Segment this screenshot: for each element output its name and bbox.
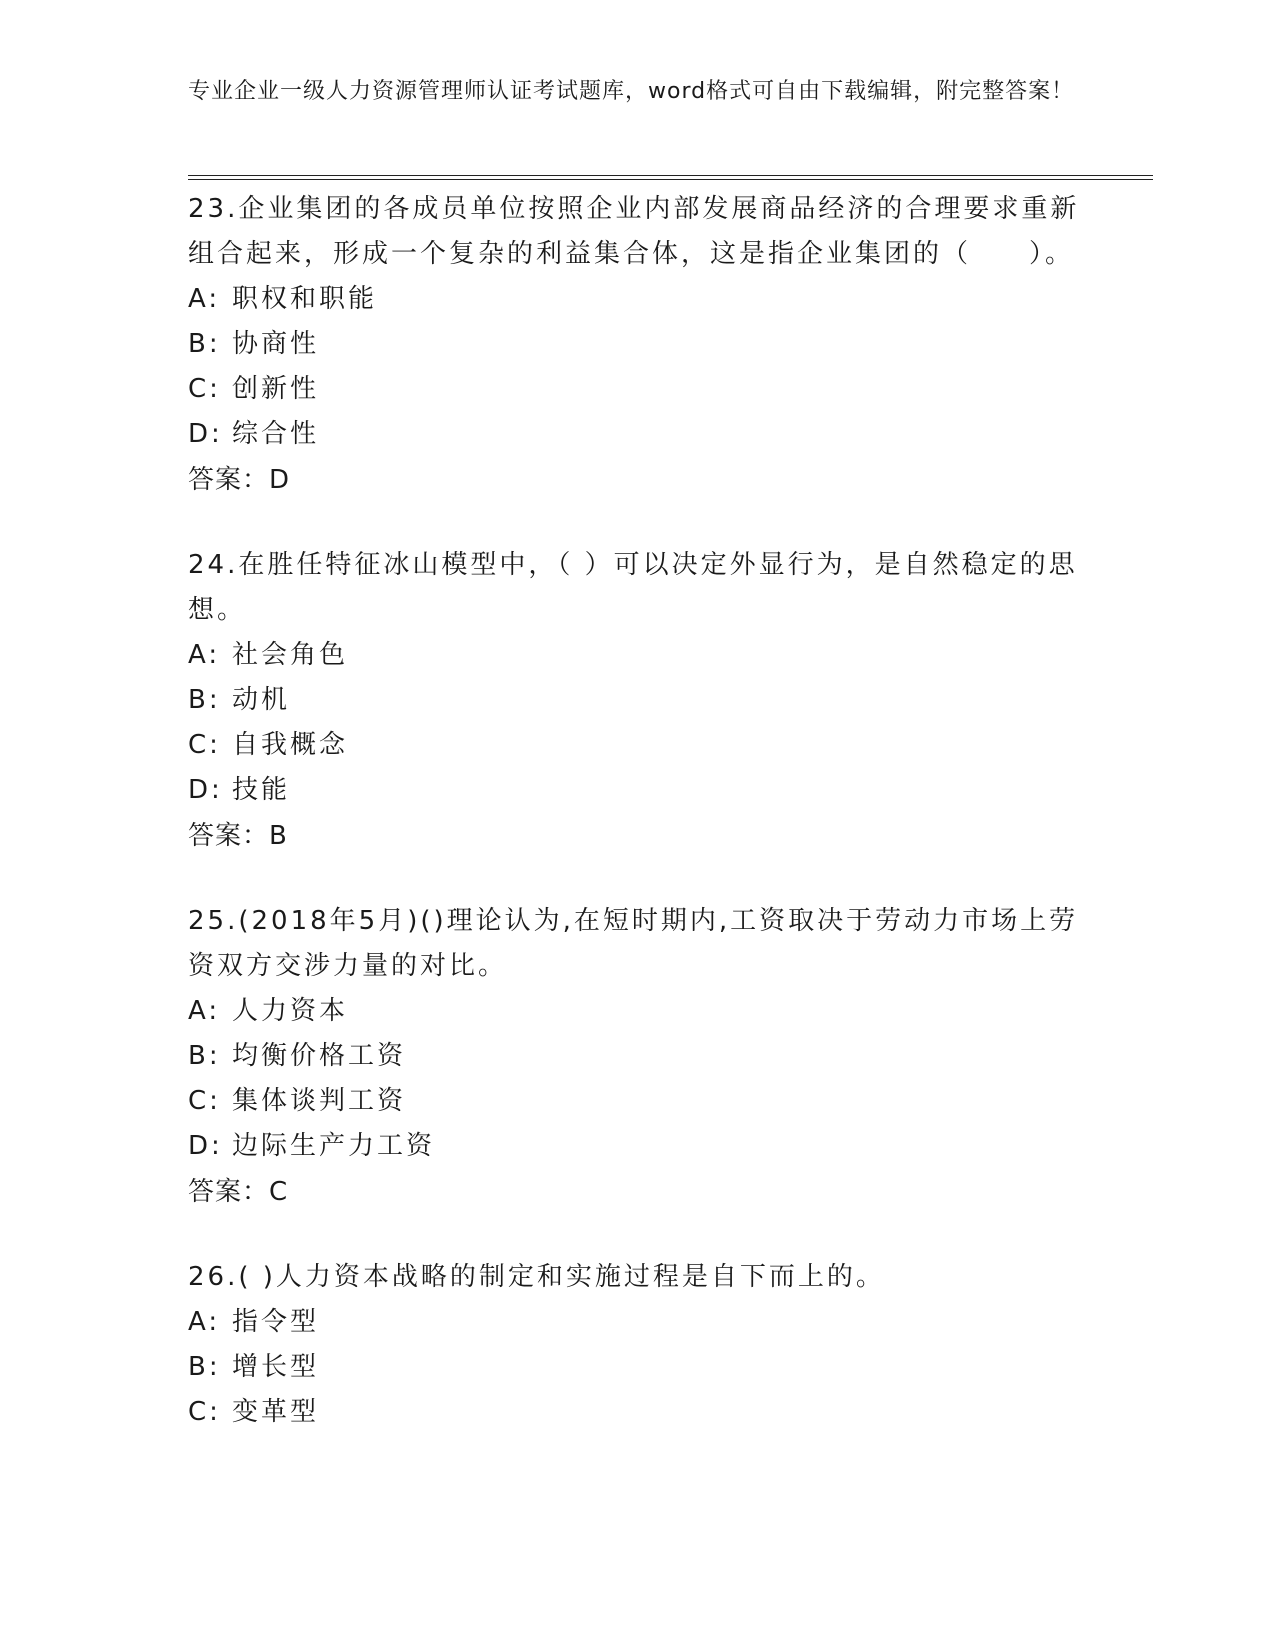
option-key: C: bbox=[188, 1397, 221, 1427]
option-b bbox=[188, 678, 1088, 723]
option-text: 边际生产力工资 bbox=[232, 1131, 436, 1161]
option-text: 均衡价格工资 bbox=[232, 1041, 407, 1071]
option-text: 增长型 bbox=[232, 1352, 320, 1382]
answer-line: 答案：B bbox=[188, 821, 288, 851]
option-text: 技能 bbox=[232, 775, 291, 805]
question-stem: 24.在胜任特征冰山模型中，（ ）可以决定外显行为，是自然稳定的思想。 bbox=[188, 550, 1078, 625]
option-b bbox=[188, 322, 1088, 367]
option-d bbox=[188, 412, 1088, 457]
option-a bbox=[188, 633, 1088, 678]
option-d bbox=[188, 768, 1088, 813]
option-c bbox=[188, 367, 1088, 412]
option-b bbox=[188, 1034, 1088, 1079]
question-stem: 26.( )人力资本战略的制定和实施过程是自下而上的。 bbox=[188, 1262, 885, 1292]
option-text: 指令型 bbox=[232, 1307, 320, 1337]
option-key: C: bbox=[188, 730, 221, 760]
option-text: 变革型 bbox=[232, 1397, 320, 1427]
answer-line: 答案：C bbox=[188, 1177, 289, 1207]
option-text: 职权和职能 bbox=[232, 284, 378, 314]
option-key: B: bbox=[188, 685, 221, 715]
option-key: C: bbox=[188, 374, 221, 404]
option-c bbox=[188, 1079, 1088, 1124]
option-key: A: bbox=[188, 640, 221, 670]
option-text: 人力资本 bbox=[232, 996, 349, 1026]
page-header: 专业企业一级人力资源管理师认证考试题库，word格式可自由下载编辑，附完整答案！ bbox=[188, 79, 1075, 104]
option-text: 集体谈判工资 bbox=[232, 1086, 407, 1116]
question-26 bbox=[188, 1255, 1088, 1435]
option-d bbox=[188, 1124, 1088, 1169]
option-a bbox=[188, 1300, 1088, 1345]
option-key: B: bbox=[188, 329, 221, 359]
option-a bbox=[188, 989, 1088, 1034]
option-text: 动机 bbox=[232, 685, 291, 715]
option-key: D: bbox=[188, 775, 223, 805]
option-key: C: bbox=[188, 1086, 221, 1116]
question-24 bbox=[188, 543, 1088, 859]
option-b bbox=[188, 1345, 1088, 1390]
question-23 bbox=[188, 187, 1088, 503]
question-25 bbox=[188, 899, 1088, 1215]
answer-line: 答案：D bbox=[188, 465, 291, 495]
option-key: B: bbox=[188, 1352, 221, 1382]
option-a bbox=[188, 277, 1088, 322]
option-key: D: bbox=[188, 419, 223, 449]
option-text: 创新性 bbox=[232, 374, 320, 404]
question-stem: 23.企业集团的各成员单位按照企业内部发展商品经济的合理要求重新组合起来，形成一个复杂的利益集合体，这是指企业集团的（ ）。 bbox=[188, 194, 1080, 269]
option-text: 社会角色 bbox=[232, 640, 349, 670]
question-stem: 25.(2018年5月)()理论认为,在短时期内,工资取决于劳动力市场上劳资双方交涉力量的对比。 bbox=[188, 906, 1079, 981]
option-key: A: bbox=[188, 996, 221, 1026]
option-key: B: bbox=[188, 1041, 221, 1071]
option-key: A: bbox=[188, 284, 221, 314]
question-list bbox=[188, 187, 1088, 1475]
option-text: 综合性 bbox=[232, 419, 320, 449]
option-key: A: bbox=[188, 1307, 221, 1337]
option-c bbox=[188, 1390, 1088, 1435]
header-double-rule bbox=[188, 175, 1153, 180]
option-text: 自我概念 bbox=[232, 730, 349, 760]
option-key: D: bbox=[188, 1131, 223, 1161]
option-c bbox=[188, 723, 1088, 768]
option-text: 协商性 bbox=[232, 329, 320, 359]
